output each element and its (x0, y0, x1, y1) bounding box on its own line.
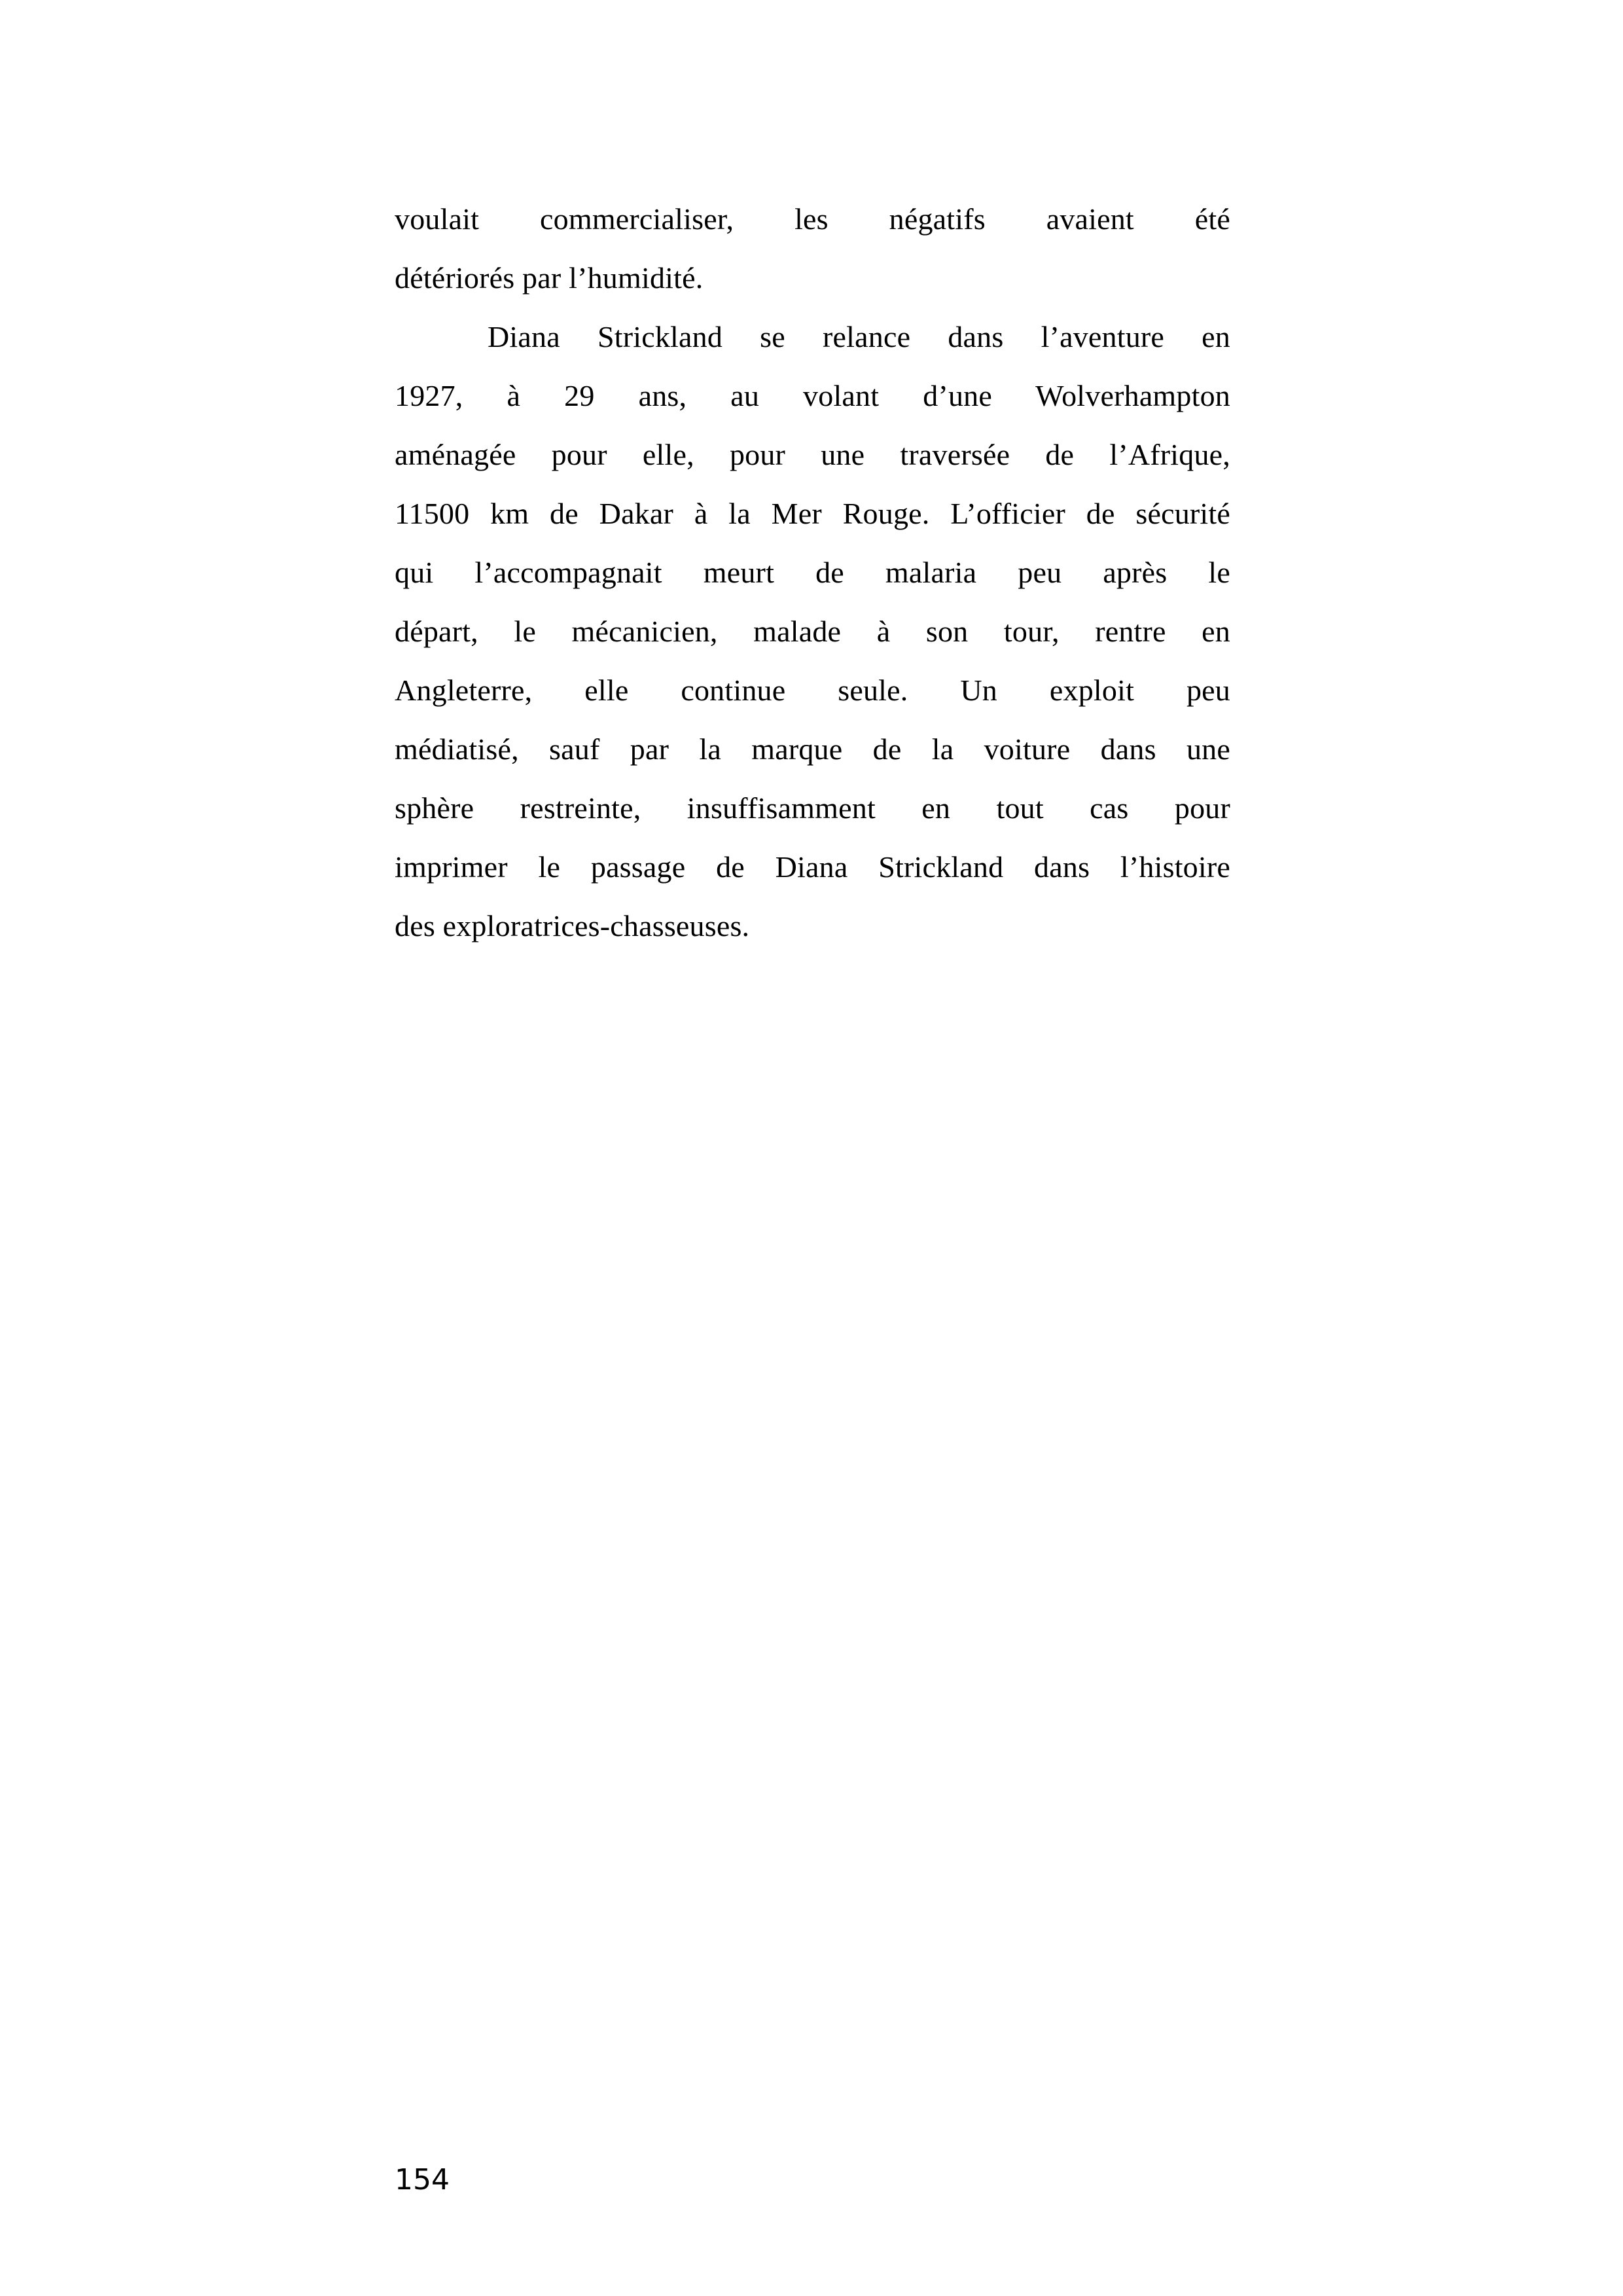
text-line: des exploratrices-chasseuses. (395, 909, 750, 942)
text-line: Angleterre, elle continue seule. Un exploit peu (395, 673, 1230, 707)
paragraph (395, 190, 1230, 308)
text-line: médiatisé, sauf par la marque de la voiture dans une (395, 732, 1230, 766)
page-number: 154 (395, 2163, 450, 2197)
text-line: sphère restreinte, insuffisamment en tout cas pour (395, 791, 1230, 825)
text-line: imprimer le passage de Diana Strickland dans l’histoire (395, 850, 1230, 884)
text-line: départ, le mécanicien, malade à son tour, rentre en (395, 615, 1230, 648)
text-block (395, 190, 1230, 956)
text-line: 1927, à 29 ans, au volant d’une Wolverhampton (395, 379, 1230, 412)
text-line: Diana Strickland se relance dans l’aventure en (488, 320, 1230, 353)
text-line: aménagée pour elle, pour une traversée de l’Afrique, (395, 438, 1230, 471)
text-line: 11500 km de Dakar à la Mer Rouge. L’officier de sécurité (395, 497, 1230, 530)
paragraph (395, 308, 1230, 956)
text-line: détériorés par l’humidité. (395, 261, 704, 295)
text-line: qui l’accompagnait meurt de malaria peu après le (395, 556, 1230, 589)
text-line: voulait commercialiser, les négatifs avaient été (395, 202, 1230, 236)
